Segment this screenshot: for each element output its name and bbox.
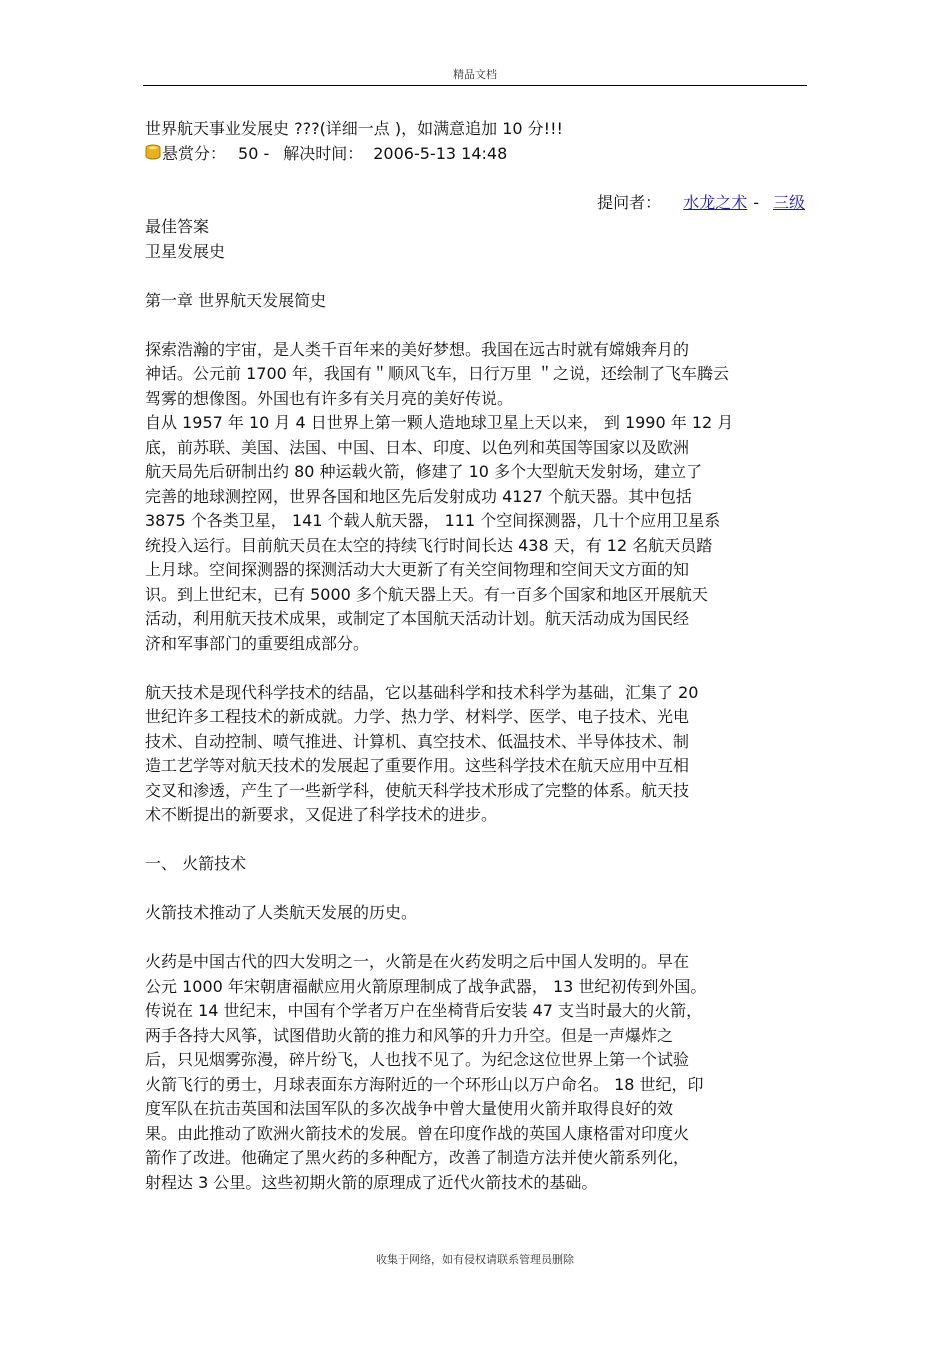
text-line: 活动，利用航天技术成果，或制定了本国航天活动计划。航天活动成为国民经: [145, 609, 690, 628]
text-line: 航天技术是现代科学技术的结晶，它以基础科学和技术科学为基础，汇集了 20: [145, 682, 699, 702]
paragraph-2: [145, 681, 805, 828]
text-line: 探索浩瀚的宇宙，是人类千百年来的美好梦想。我国在远古时就有嫦娥奔月的: [145, 339, 690, 359]
text-line: 完善的地球测控网，世界各国和地区先后发射成功 4127 个航天器。其中包括: [145, 486, 692, 506]
paragraph-3: 火箭技术推动了人类航天发展的历史。: [145, 903, 418, 922]
reward-label: 悬赏分：: [162, 143, 227, 163]
text-line: 火药是中国古代的四大发明之一，火箭是在火药发明之后中国人发明的。早在: [145, 952, 690, 971]
text-line: 济和军事部门的重要组成部分。: [145, 633, 370, 653]
paragraph-1: [145, 338, 805, 657]
text-line: 射程达 3 公里。这些初期火箭的原理成了近代火箭技术的基础。: [145, 1172, 598, 1192]
text-line: 上月球。空间探测器的探测活动大大更新了有关空间物理和空间天文方面的知: [145, 560, 690, 579]
text-line: 箭作了改进。他确定了黑火药的多种配方，改善了制造方法并使火箭系列化，: [145, 1148, 690, 1167]
solve-time-value: 2006-5-13 14:48: [373, 143, 508, 163]
text-line: 技术、自动控制、喷气推进、计算机、真空技术、低温技术、半导体技术、制: [145, 731, 690, 751]
text-line: 果。由此推动了欧洲火箭技术的发展。曾在印度作战的英国人康格雷对印度火: [145, 1123, 690, 1143]
answer-subtitle: 卫星发展史: [145, 241, 226, 261]
text-line: 统投入运行。目前航天员在太空的持续飞行时间长达 438 天，有 12 名航天员踏: [145, 535, 713, 555]
asker-info: [145, 191, 805, 216]
solve-time-label: 解决时间：: [283, 143, 364, 163]
paragraph-4: [145, 950, 805, 1195]
text-line: 自从 1957 年 10 月 4 日世界上第一颗人造地球卫星上天以来， 到 1990 年 12 月: [145, 413, 734, 432]
section-heading-rocket: 一、 火箭技术: [145, 854, 247, 873]
question-meta: [145, 142, 805, 167]
text-line: 世纪许多工程技术的新成就。力学、热力学、材料学、医学、电子技术、光电: [145, 707, 690, 726]
text-line: 底，前苏联、美国、法国、中国、日本、印度、以色列和英国等国家以及欧洲: [145, 437, 690, 457]
text-line: 两手各持大风筝，试图借助火箭的推力和风筝的升力升空。但是一声爆炸之: [145, 1025, 674, 1045]
chapter-heading: 第一章 世界航天发展简史: [145, 290, 327, 310]
text-line: 驾雾的想像图。外国也有许多有关月亮的美好传说。: [145, 388, 514, 408]
asker-label: 提问者：: [597, 192, 662, 212]
asker-level-link[interactable]: 三级: [772, 192, 805, 212]
text-line: 3875 个各类卫星， 141 个载人航天器， 111 个空间探测器，几十个应用卫星系: [145, 511, 721, 530]
text-line: 造工艺学等对航天技术的发展起了重要作用。这些科学技术在航天应用中互相: [145, 756, 690, 775]
text-line: 神话。公元前 1700 年，我国有＂顺风飞车，日行万里 ＂之说，还绘制了飞车腾云: [145, 364, 729, 383]
header-divider: [143, 85, 807, 86]
document-body: [145, 117, 805, 1195]
asker-separator: -: [753, 192, 759, 212]
text-line: 术不断提出的新要求，又促进了科学技术的进步。: [145, 805, 498, 824]
question-title: 世界航天事业发展史 ???(详细一点 )，如满意追加 10 分!!!: [145, 119, 563, 138]
text-line: 后，只见烟雾弥漫，碎片纷飞，人也找不见了。为纪念这位世界上第一个试验: [145, 1050, 690, 1069]
text-line: 度军队在抗击英国和法国军队的多次战争中曾大量使用火箭并取得良好的效: [145, 1099, 674, 1118]
text-line: 传说在 14 世纪末，中国有个学者万户在坐椅背后安装 47 支当时最大的火箭，: [145, 1001, 703, 1020]
page-footer: 收集于网络，如有侵权请联系管理员删除: [376, 1253, 574, 1266]
text-line: 航天局先后研制出约 80 种运载火箭，修建了 10 多个大型航天发射场，建立了: [145, 462, 703, 481]
best-answer-label: 最佳答案: [145, 217, 210, 236]
reward-value: 50 -: [238, 143, 270, 163]
text-line: 火箭飞行的勇士，月球表面东方海附近的一个环形山以万户命名。 18 世纪，印: [145, 1074, 704, 1094]
page-header: 精品文档: [453, 68, 497, 81]
coin-icon: [145, 144, 161, 162]
text-line: 公元 1000 年宋朝唐福献应用火箭原理制成了战争武器， 13 世纪初传到外国。: [145, 976, 707, 996]
text-line: 识。到上世纪末，已有 5000 多个航天器上天。有一百多个国家和地区开展航天: [145, 584, 708, 604]
text-line: 交叉和渗透，产生了一些新学科，使航天科学技术形成了完整的体系。航天技: [145, 780, 690, 800]
asker-name-link[interactable]: 水龙之术: [683, 192, 748, 212]
